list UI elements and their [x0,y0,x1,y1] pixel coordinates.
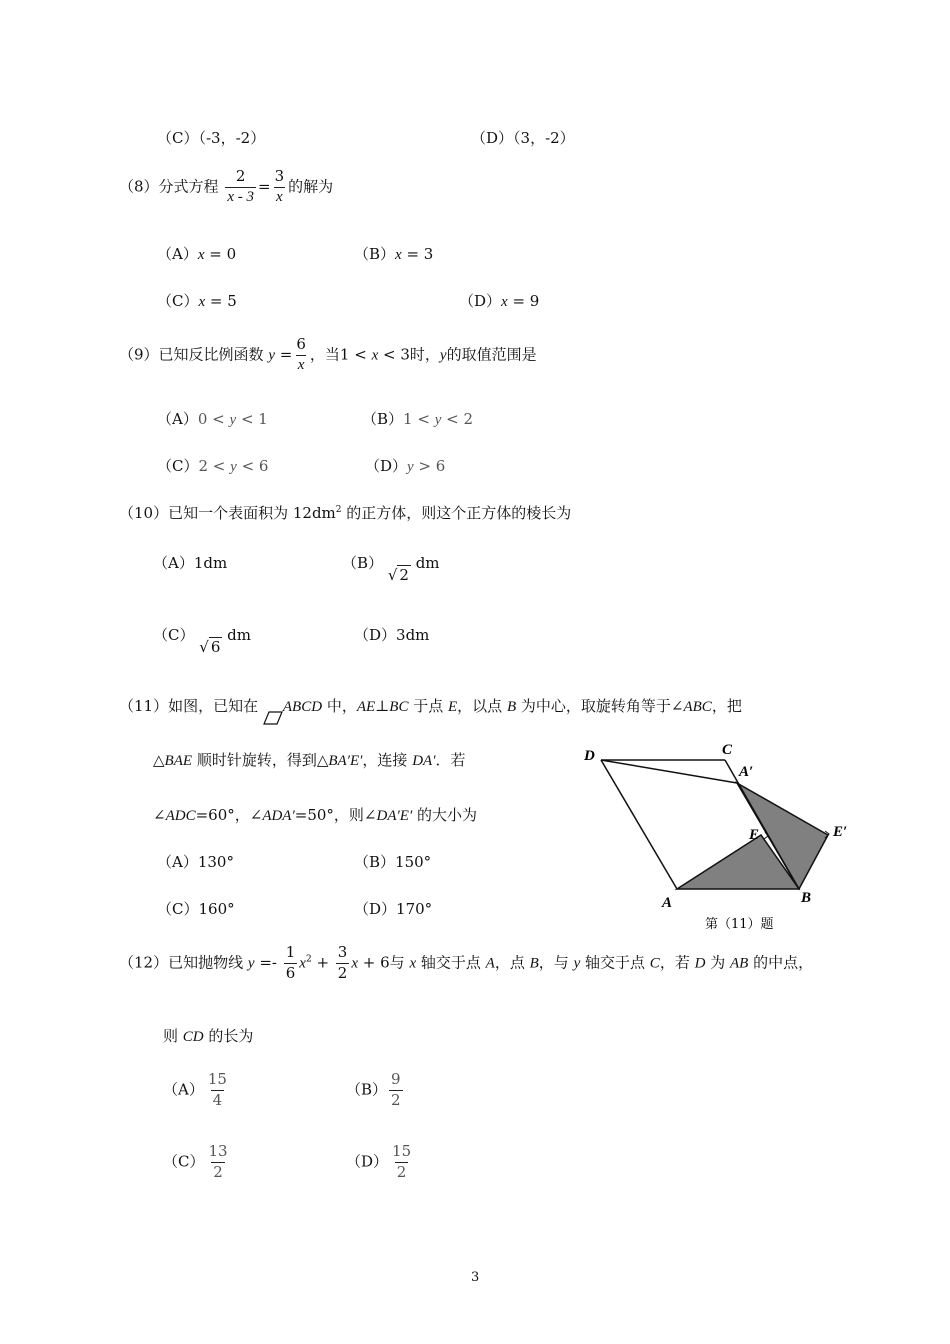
q12-option-c: （C） $\frac{13}{2}$ [163,1142,228,1181]
q9-fraction: $\frac{6}{x}$ [296,335,306,373]
q11-option-c: （C）160° [157,900,235,918]
q9-option-a: （A）0 < y < 1 [157,410,268,428]
q10-option-c: （C） √ 6 dm [153,626,251,656]
label-e-prime: E′ [833,824,848,840]
edge-da [601,760,677,889]
option-text: （3，-2） [513,129,575,147]
q11-line-3: ∠ADC=60°，∠ADA′=50°，则∠DA′E′ 的大小为 [153,806,478,824]
q9-option-c: （C）2 < y < 6 [157,457,269,475]
label-d: D [584,748,595,764]
q11-option-a: （A）130° [157,853,234,871]
q8-option-b: （B）x = 3 [354,245,434,263]
q9-option-d: （D）y > 6 [365,457,446,475]
label-a-prime: A′ [739,764,754,780]
q11-line-1: （11）如图，已知在 ABCD 中，AE⊥BC 于点 E，以点 B 为中心，取旋转角等于∠ABC，把 [119,695,742,725]
label-a: A [662,895,673,911]
q7-option-c [157,127,265,148]
q11-figure [575,735,865,935]
q10-option-a: （A）1dm [153,554,228,572]
q8-option-c: （C）x = 5 [157,292,237,310]
q10-option-d: （D）3dm [354,626,430,644]
q11-line-2: △BAE 顺时针旋转，得到△BA′E′，连接 DA′．若 [153,751,466,769]
q8-option-d: （D）x = 9 [459,292,540,310]
label-e: E [749,827,760,843]
figure-caption: 第（11）题 [705,917,774,932]
sqrt-symbol: √ 6 [199,638,221,656]
q12-option-d: （D） $\frac{15}{2}$ [346,1142,412,1181]
page-number: 3 [471,1270,480,1285]
sqrt-symbol: √ 2 [387,566,409,584]
q12-fraction-2: $\frac{3}{2}$ [337,943,348,982]
q11-option-b: （B）150° [354,853,432,871]
segment-da2 [601,760,737,783]
q8-option-a: （A）x = 0 [157,245,237,263]
q8-fraction-2: $\frac{3}{x}$ [274,167,285,205]
q9-option-b: （B）1 < y < 2 [362,410,474,428]
option-label: （D） [471,129,514,147]
q7-option-d [471,127,575,148]
q10-option-b: （B） √ 2 dm [342,554,440,584]
q12-option-a: （A） $\frac{15}{4}$ [163,1070,227,1109]
q12-fraction-1: $\frac{1}{6}$ [285,943,296,982]
q11-option-d: （D）170° [354,900,433,918]
q10-stem: （10）已知一个表面积为 $12dm^2$ 的正方体，则这个正方体的棱长为 [119,504,572,522]
label-b: B [801,890,812,906]
option-label: （C） [157,129,199,147]
q8-fraction-1: $\frac{2}{x - 3}$ [227,167,254,205]
q12-option-b: （B） $\frac{9}{2}$ [346,1070,401,1109]
q12-stem: （12）已知抛物线 y =- $\frac{1}{6}$ $x^2$ + $\frac{3}{2}$ x + 6与 x 轴交于点 A，点 B，与 y 轴交于点 C，若 D 为 AB 的中点， [119,943,814,982]
q12-line-2: 则 CD 的长为 [163,1027,254,1045]
label-c: C [722,742,733,758]
parallelogram-icon [263,711,283,725]
option-text: （-3，-2） [198,129,266,147]
q9-stem: （9）已知反比例函数 y = $\frac{6}{x}$ ，当1 < x < 3时，y的取值范围是 [119,335,537,373]
q8-stem: （8）分式方程 $\frac{2}{x - 3}$ = $\frac{3}{x}$ 的解为 [119,167,334,205]
